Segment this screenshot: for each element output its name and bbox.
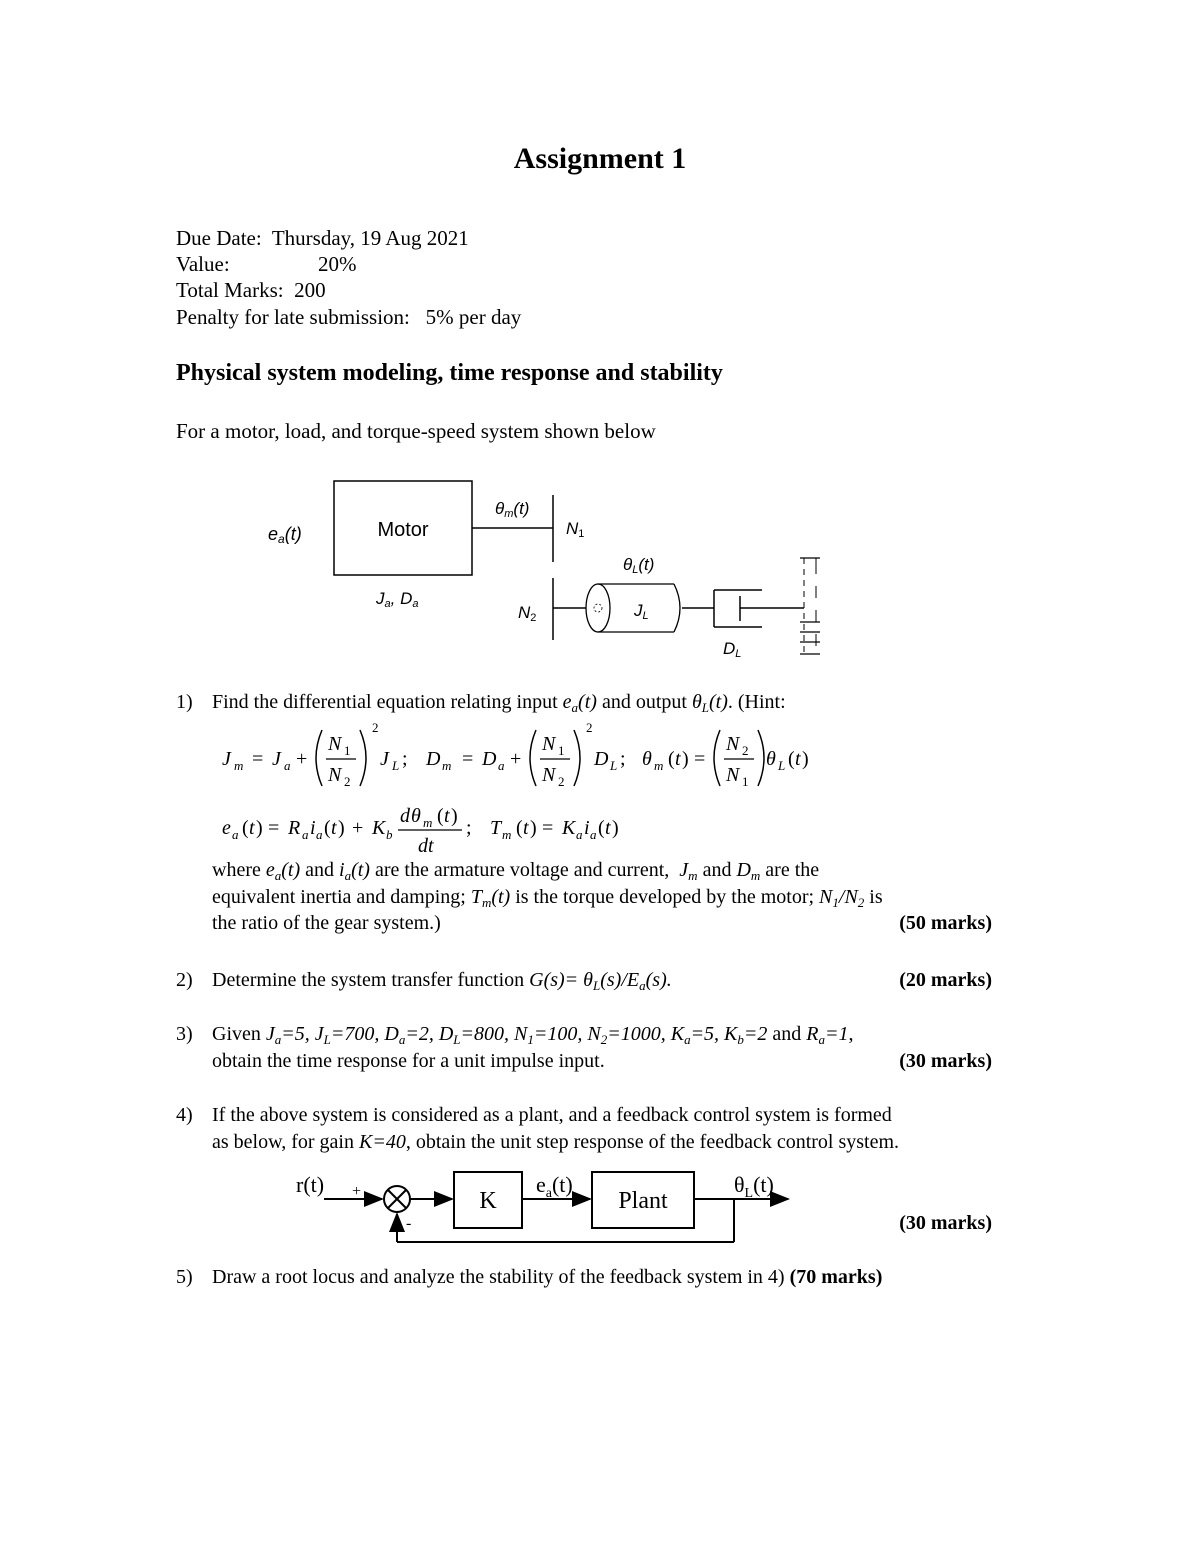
svg-text:a: a (316, 827, 323, 842)
r-label: r(t) (296, 1172, 325, 1197)
svg-text:(: ( (242, 817, 249, 839)
svg-text:t: t (249, 817, 255, 839)
svg-text:2: 2 (742, 743, 749, 758)
due-date-value: Thursday, 19 Aug 2021 (271, 226, 469, 250)
svg-text:;: ; (620, 748, 626, 770)
hint-equations (214, 718, 834, 858)
value-row (176, 251, 230, 277)
due-date-row (176, 225, 469, 251)
svg-text:i: i (584, 817, 590, 839)
theta-output-label: $\theta_L(t)$ (734, 1172, 774, 1201)
value-value: 20% (318, 252, 357, 276)
q1-line3: the ratio of the gear system.) (212, 912, 441, 934)
svg-text:t: t (331, 817, 337, 839)
svg-text:d: d (400, 805, 410, 827)
svg-text:): ) (612, 817, 619, 839)
load-inertia (586, 584, 610, 632)
total-marks-row (176, 277, 326, 303)
svg-text:1: 1 (742, 774, 749, 789)
q5-marks: (70 marks) (789, 1266, 883, 1288)
intro-text: For a motor, load, and torque-speed system shown below (176, 419, 656, 443)
svg-text:t: t (605, 817, 611, 839)
svg-text:): ) (682, 748, 689, 770)
svg-text:+: + (510, 748, 522, 770)
svg-text:N: N (726, 764, 740, 786)
svg-text:(: ( (516, 817, 523, 839)
svg-text:θ: θ (766, 748, 776, 770)
svg-text:(: ( (598, 817, 605, 839)
ea-signal-label: $e_a(t)$ (536, 1172, 573, 1201)
q4-number: 4) (176, 1104, 193, 1126)
svg-text:θ: θ (411, 805, 421, 827)
q1-where-line: where $e_a(t)$ and $i_a(t)$ are the armature voltage and current, $J_m$ and $D_m$ are the (212, 859, 820, 883)
q4-line2: as below, for gain K=40, obtain the unit step response of the feedback control system. (212, 1131, 900, 1153)
plus-sign: + (352, 1183, 362, 1200)
svg-text:t: t (675, 748, 681, 770)
svg-text:D: D (482, 748, 497, 770)
q1-marks: (50 marks) (899, 912, 992, 934)
q2-marks: (20 marks) (899, 969, 992, 991)
svg-text:+: + (296, 748, 308, 770)
feedback-block-diagram (290, 1162, 810, 1252)
svg-text:J: J (222, 748, 231, 770)
theta-m-label: θm(t) (495, 499, 530, 520)
svg-text:(: ( (668, 748, 675, 770)
svg-text:2: 2 (344, 774, 351, 789)
svg-text:2: 2 (558, 774, 565, 789)
due-date-label: Due Date: (176, 226, 262, 250)
svg-text:L: L (392, 758, 400, 773)
svg-text:t: t (523, 817, 529, 839)
q3-number: 3) (176, 1023, 193, 1045)
svg-text:): ) (256, 817, 263, 839)
q4-line1: If the above system is considered as a plant, and a feedback control system is formed (212, 1104, 892, 1126)
svg-text:1: 1 (558, 743, 565, 758)
svg-text:N: N (542, 764, 556, 786)
jl-label: JL (634, 601, 649, 622)
svg-text:): ) (338, 817, 345, 839)
total-marks-value: 200 (294, 278, 326, 302)
penalty-value: 5% per day (425, 305, 522, 329)
svg-text:): ) (530, 817, 537, 839)
svg-text:a: a (232, 827, 239, 842)
svg-text:2: 2 (372, 720, 379, 735)
svg-text:N: N (726, 733, 740, 755)
svg-text:1: 1 (344, 743, 351, 758)
ja-da-label: Ja, Da (376, 589, 419, 610)
svg-text:=: = (462, 748, 474, 770)
svg-text:a: a (590, 827, 597, 842)
svg-text:): ) (451, 805, 458, 827)
svg-text:b: b (386, 827, 393, 842)
n1-label: N1 (566, 519, 585, 540)
q1-line2: equivalent inertia and damping; $T_m(t)$ is the torque developed by the motor; $N_1/N_2$ is (212, 886, 883, 910)
svg-text:L: L (610, 758, 618, 773)
ea-label: ea(t) (268, 524, 302, 546)
svg-text:N: N (328, 733, 342, 755)
motor-label: Motor (377, 519, 429, 541)
svg-text:R: R (288, 817, 301, 839)
svg-text:(: ( (788, 748, 795, 770)
svg-text:t: t (444, 805, 450, 827)
n2-label: N2 (518, 603, 537, 624)
page-title: Assignment 1 (513, 142, 687, 175)
total-marks-label: Total Marks: (176, 278, 284, 302)
svg-text:;: ; (466, 817, 472, 839)
svg-text:m: m (234, 758, 244, 773)
theta-l-label: θL(t) (623, 555, 655, 576)
svg-text:D: D (426, 748, 441, 770)
svg-text:=: = (268, 817, 280, 839)
penalty-label: Penalty for late submission: (176, 305, 410, 329)
svg-text:2: 2 (586, 720, 593, 735)
svg-text:J: J (272, 748, 281, 770)
svg-text:i: i (310, 817, 316, 839)
gain-label: K (479, 1188, 497, 1214)
svg-text:θ: θ (642, 748, 652, 770)
q5-number: 5) (176, 1266, 193, 1288)
value-label: Value: (176, 252, 230, 276)
svg-text:t: t (795, 748, 801, 770)
svg-text:a: a (284, 758, 291, 773)
svg-text:N: N (328, 764, 342, 786)
svg-text:m: m (654, 758, 664, 773)
q3-line1: Given $J_a=5$, $J_L=700$, $D_a=2$, $D_L=800$, $N_1=100$, $N_2=1000$, $K_a=5$, $K_b=2$ and $R_a=1$, (212, 1023, 854, 1047)
penalty-row (176, 304, 521, 330)
q4-marks: (30 marks) (899, 1212, 992, 1234)
svg-text:a: a (302, 827, 309, 842)
q2-number: 2) (176, 969, 193, 991)
svg-text:a: a (576, 827, 583, 842)
svg-text:m: m (423, 815, 433, 830)
svg-text:K: K (372, 817, 386, 839)
svg-text:dt: dt (418, 835, 434, 857)
svg-text:=: = (542, 817, 554, 839)
svg-text:a: a (498, 758, 505, 773)
svg-text:=: = (252, 748, 264, 770)
svg-text:K: K (562, 817, 576, 839)
svg-text:D: D (594, 748, 609, 770)
svg-text:m: m (442, 758, 452, 773)
svg-text:(: ( (437, 805, 444, 827)
svg-text:(: ( (324, 817, 331, 839)
dl-label: DL (723, 639, 742, 660)
q1-line1: Find the differential equation relating input $e_a(t)$ and output $\theta_L(t)$. (Hint: (212, 691, 786, 715)
q3-line2: obtain the time response for a unit impulse input. (212, 1050, 605, 1072)
motor-load-diagram (250, 470, 850, 670)
svg-text:J: J (380, 748, 389, 770)
svg-text:m: m (502, 827, 512, 842)
svg-text:+: + (352, 817, 364, 839)
q2-text: Determine the system transfer function $G(s)= \theta_L(s)/E_a(s)$. (212, 969, 672, 993)
svg-text:T: T (490, 817, 502, 839)
svg-text:=: = (694, 748, 706, 770)
minus-sign: - (406, 1215, 412, 1232)
section-heading: Physical system modeling, time response and stability (176, 360, 723, 386)
q1-number: 1) (176, 691, 193, 713)
svg-text:L: L (778, 758, 786, 773)
svg-text:N: N (542, 733, 556, 755)
plant-label: Plant (618, 1188, 668, 1214)
svg-text:;: ; (402, 748, 408, 770)
svg-text:): ) (802, 748, 809, 770)
svg-text:e: e (222, 817, 231, 839)
q5-line: Draw a root locus and analyze the stability of the feedback system in 4) (70 marks) (212, 1266, 883, 1288)
q3-marks: (30 marks) (899, 1050, 992, 1072)
